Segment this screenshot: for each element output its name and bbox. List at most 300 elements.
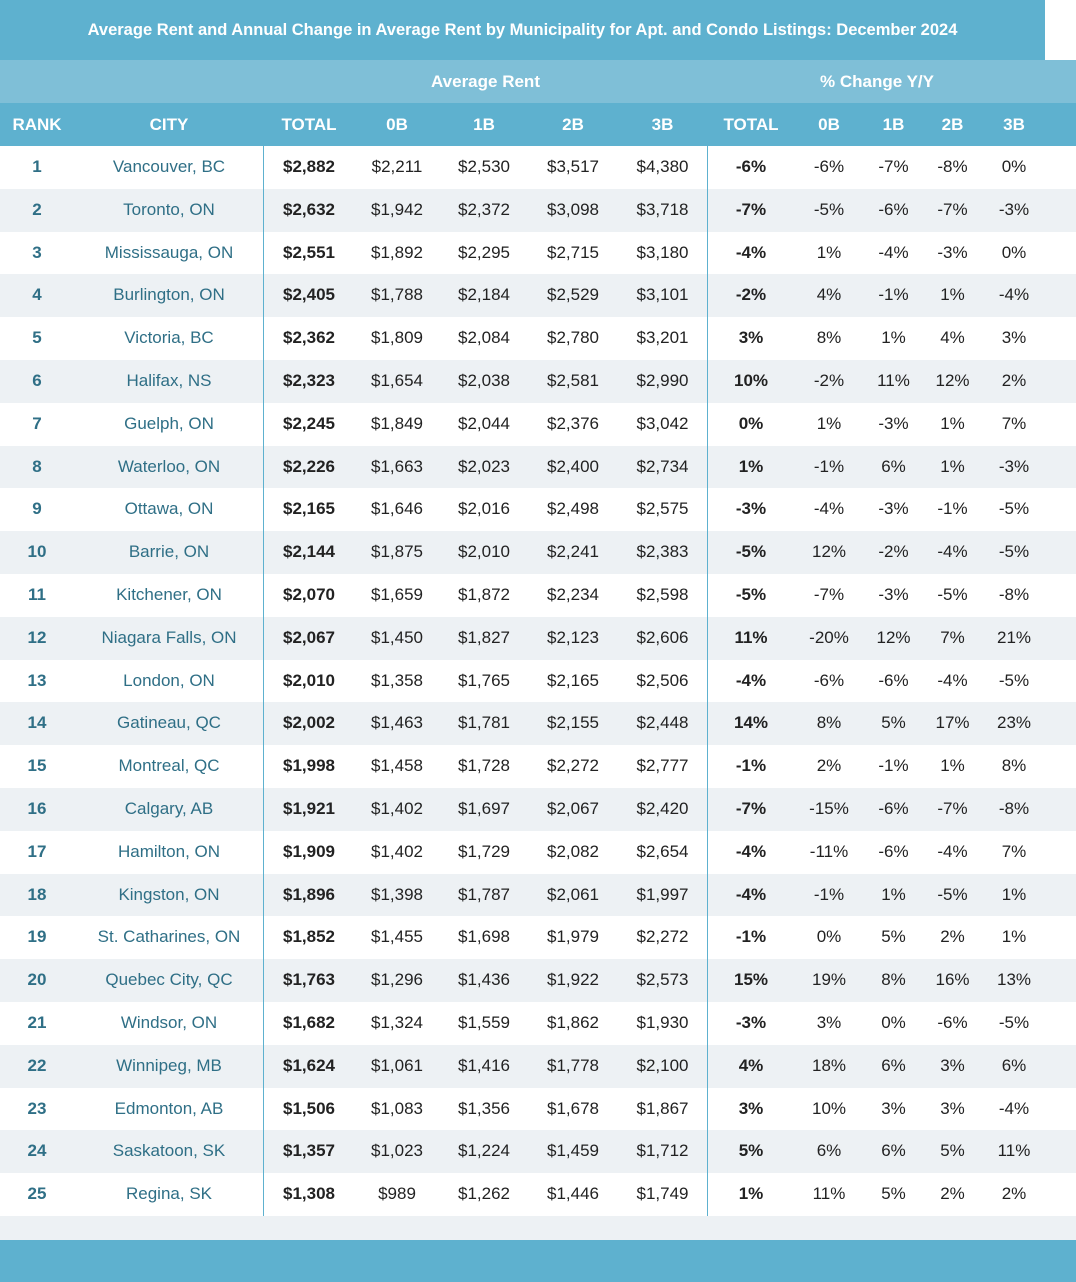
cell-chg-2b: -7% xyxy=(937,199,968,219)
cell-chg-2b: 1% xyxy=(940,413,965,433)
cell-chg-1b: 6% xyxy=(881,456,906,476)
cell-avg-2b: $2,155 xyxy=(547,713,599,733)
cell-avg-3b: $2,100 xyxy=(636,1055,689,1075)
cell-avg-2b: $2,061 xyxy=(547,884,599,904)
cell-city: St. Catharines, ON xyxy=(97,927,241,947)
cell-avg-2b: $1,922 xyxy=(547,970,599,990)
table-row xyxy=(0,617,1076,660)
column-header-chg-3b: 3B xyxy=(1003,115,1025,134)
cell-chg-3b: 6% xyxy=(1001,1055,1027,1075)
table-row xyxy=(0,1173,1076,1216)
cell-chg-3b: 23% xyxy=(996,713,1032,733)
cell-chg-2b: 5% xyxy=(940,1141,965,1161)
cell-rank: 13 xyxy=(27,670,47,690)
column-header-chg-0b: 0B xyxy=(818,115,840,134)
cell-rank: 7 xyxy=(32,413,42,433)
cell-avg-3b: $2,777 xyxy=(636,756,689,776)
table-row xyxy=(0,403,1076,446)
cell-chg-total: -7% xyxy=(735,199,767,219)
cell-chg-total: -1% xyxy=(735,927,767,947)
cell-chg-2b: -1% xyxy=(937,499,968,519)
cell-rank: 25 xyxy=(27,1184,47,1204)
cell-city: Edmonton, AB xyxy=(114,1098,224,1118)
cell-chg-1b: 8% xyxy=(881,970,906,990)
table-footer-bar xyxy=(0,1240,1076,1282)
column-header-avg-3b: 3B xyxy=(651,115,674,134)
cell-avg-2b: $1,678 xyxy=(547,1098,599,1118)
cell-chg-3b: 0% xyxy=(1001,242,1027,262)
cell-avg-1b: $1,827 xyxy=(458,627,510,647)
cell-avg-3b: $2,448 xyxy=(636,713,689,733)
cell-chg-0b: 12% xyxy=(811,542,847,562)
cell-chg-total: -1% xyxy=(735,756,767,776)
cell-chg-2b: 4% xyxy=(940,328,965,348)
cell-avg-total: $2,010 xyxy=(283,670,335,690)
cell-chg-1b: -6% xyxy=(878,670,909,690)
cell-avg-3b: $2,383 xyxy=(636,542,689,562)
cell-chg-0b: 8% xyxy=(816,328,842,348)
cell-city: Waterloo, ON xyxy=(117,456,221,476)
cell-avg-2b: $2,498 xyxy=(547,499,599,519)
cell-avg-3b: $2,573 xyxy=(636,970,689,990)
cell-city: Saskatoon, SK xyxy=(112,1141,226,1161)
cell-chg-total: -5% xyxy=(735,584,767,604)
column-header-chg-1b: 1B xyxy=(882,115,905,134)
cell-chg-2b: 1% xyxy=(940,456,965,476)
cell-chg-0b: 18% xyxy=(811,1055,847,1075)
cell-chg-0b: -5% xyxy=(813,199,845,219)
table-row xyxy=(0,702,1076,745)
cell-avg-1b: $2,372 xyxy=(458,199,510,219)
table-row xyxy=(0,959,1076,1002)
cell-chg-total: -7% xyxy=(735,798,767,818)
cell-rank: 1 xyxy=(32,157,42,176)
cell-avg-2b: $2,400 xyxy=(547,456,599,476)
column-header-city: CITY xyxy=(149,115,189,134)
cell-avg-0b: $1,809 xyxy=(371,328,423,348)
cell-chg-2b: 12% xyxy=(935,370,970,390)
divider-change xyxy=(707,146,708,1240)
cell-chg-3b: -5% xyxy=(998,670,1030,690)
cell-avg-total: $2,070 xyxy=(283,584,335,604)
cell-city: Barrie, ON xyxy=(128,542,210,562)
cell-avg-1b: $2,023 xyxy=(458,456,510,476)
cell-avg-total: $2,144 xyxy=(283,542,335,562)
cell-city: Regina, SK xyxy=(126,1184,212,1204)
cell-avg-0b: $1,455 xyxy=(371,927,423,947)
cell-rank: 17 xyxy=(27,841,47,861)
cell-chg-3b: 2% xyxy=(1001,1184,1027,1204)
cell-avg-2b: $2,082 xyxy=(547,841,599,861)
cell-chg-0b: -2% xyxy=(813,370,845,390)
cell-chg-total: 0% xyxy=(738,413,764,433)
cell-rank: 18 xyxy=(27,884,47,904)
cell-chg-1b: 3% xyxy=(881,1098,906,1118)
cell-rank: 14 xyxy=(27,713,47,733)
cell-avg-3b: $3,718 xyxy=(636,199,689,219)
cell-chg-1b: -3% xyxy=(878,584,909,604)
cell-chg-0b: 1% xyxy=(816,242,842,262)
cell-avg-3b: $2,598 xyxy=(636,584,689,604)
table-row xyxy=(0,232,1076,275)
cell-rank: 15 xyxy=(27,756,47,776)
cell-chg-0b: -7% xyxy=(813,584,845,604)
cell-chg-3b: 7% xyxy=(1001,841,1027,861)
cell-avg-2b: $2,123 xyxy=(547,627,599,647)
cell-rank: 11 xyxy=(28,584,46,604)
cell-city: Gatineau, QC xyxy=(117,713,221,733)
group-pct-change: % Change Y/Y xyxy=(820,72,934,91)
cell-city: Kitchener, ON xyxy=(116,584,222,604)
cell-avg-total: $1,308 xyxy=(283,1184,335,1204)
cell-city: Kingston, ON xyxy=(118,884,220,904)
cell-chg-2b: -7% xyxy=(937,798,968,818)
cell-chg-0b: 6% xyxy=(816,1141,842,1161)
cell-chg-2b: 3% xyxy=(940,1055,965,1075)
table-row xyxy=(0,317,1076,360)
cell-avg-3b: $1,997 xyxy=(636,884,689,904)
cell-chg-1b: -2% xyxy=(878,542,909,562)
cell-chg-total: 10% xyxy=(733,370,769,390)
cell-chg-3b: -3% xyxy=(998,456,1030,476)
cell-avg-1b: $2,044 xyxy=(458,413,510,433)
cell-chg-total: -3% xyxy=(735,499,767,519)
cell-chg-total: 1% xyxy=(738,456,764,476)
cell-chg-2b: -6% xyxy=(937,1012,968,1032)
cell-avg-0b: $1,402 xyxy=(371,798,423,818)
table-row xyxy=(0,574,1076,617)
cell-chg-0b: -6% xyxy=(813,670,845,690)
cell-rank: 8 xyxy=(32,456,42,476)
cell-rank: 9 xyxy=(32,499,42,519)
column-header-row xyxy=(0,103,1076,146)
cell-chg-3b: -5% xyxy=(998,1012,1030,1032)
cell-chg-2b: -4% xyxy=(937,670,968,690)
cell-avg-0b: $1,324 xyxy=(371,1012,423,1032)
cell-avg-0b: $1,875 xyxy=(371,542,423,562)
column-header-chg-2b: 2B xyxy=(941,115,964,134)
cell-chg-3b: 0% xyxy=(1001,157,1027,176)
cell-chg-3b: -3% xyxy=(998,199,1030,219)
column-header-avg-1b: 1B xyxy=(473,115,495,134)
cell-rank: 2 xyxy=(32,199,42,219)
cell-avg-1b: $2,010 xyxy=(458,542,510,562)
cell-avg-2b: $1,979 xyxy=(547,927,599,947)
cell-avg-1b: $1,262 xyxy=(458,1184,510,1204)
cell-chg-0b: 4% xyxy=(816,285,842,305)
cell-chg-1b: -1% xyxy=(878,756,909,776)
cell-avg-1b: $1,765 xyxy=(458,670,510,690)
cell-avg-1b: $2,084 xyxy=(458,328,510,348)
cell-chg-2b: 2% xyxy=(940,927,965,947)
group-average-rent: Average Rent xyxy=(431,72,540,91)
cell-chg-2b: -5% xyxy=(937,884,968,904)
cell-avg-1b: $1,416 xyxy=(458,1055,510,1075)
cell-city: Winnipeg, MB xyxy=(116,1055,222,1075)
cell-chg-total: 11% xyxy=(734,627,768,647)
cell-chg-2b: 1% xyxy=(940,285,965,305)
table-row xyxy=(0,146,1076,189)
cell-chg-total: -6% xyxy=(735,157,767,176)
cell-avg-1b: $1,872 xyxy=(458,584,510,604)
cell-avg-0b: $1,061 xyxy=(371,1055,423,1075)
cell-avg-3b: $1,712 xyxy=(636,1141,689,1161)
cell-chg-0b: 19% xyxy=(811,970,847,990)
cell-chg-2b: 3% xyxy=(940,1098,965,1118)
table-row xyxy=(0,1002,1076,1045)
cell-chg-3b: -8% xyxy=(998,584,1030,604)
cell-avg-3b: $2,654 xyxy=(636,841,689,861)
cell-rank: 5 xyxy=(32,328,42,348)
cell-rank: 23 xyxy=(27,1098,47,1118)
cell-avg-total: $2,226 xyxy=(283,456,335,476)
cell-chg-1b: -7% xyxy=(878,157,909,176)
column-header-avg-0b: 0B xyxy=(386,115,408,134)
cell-avg-1b: $1,728 xyxy=(458,756,510,776)
cell-chg-2b: 7% xyxy=(940,627,965,647)
cell-chg-2b: 2% xyxy=(940,1184,965,1204)
cell-avg-total: $1,921 xyxy=(283,798,335,818)
cell-avg-2b: $2,272 xyxy=(547,756,599,776)
cell-avg-0b: $1,849 xyxy=(371,413,423,433)
cell-avg-1b: $1,356 xyxy=(458,1098,510,1118)
cell-avg-2b: $2,529 xyxy=(547,285,599,305)
cell-chg-2b: 1% xyxy=(940,756,965,776)
cell-avg-total: $1,682 xyxy=(283,1012,335,1032)
cell-avg-3b: $2,506 xyxy=(636,670,689,690)
cell-chg-total: 5% xyxy=(738,1141,764,1161)
cell-avg-0b: $1,788 xyxy=(371,285,423,305)
cell-rank: 4 xyxy=(32,285,42,305)
cell-chg-3b: 21% xyxy=(996,627,1032,647)
cell-chg-total: -4% xyxy=(735,242,767,262)
cell-city: Vancouver, BC xyxy=(112,157,226,176)
cell-avg-total: $2,002 xyxy=(283,713,335,733)
cell-city: Halifax, NS xyxy=(126,370,212,390)
cell-avg-3b: $3,101 xyxy=(636,285,689,305)
cell-chg-3b: -4% xyxy=(998,1098,1030,1118)
cell-chg-3b: -4% xyxy=(998,285,1030,305)
cell-avg-total: $2,067 xyxy=(283,627,335,647)
cell-avg-total: $2,882 xyxy=(283,157,335,176)
cell-chg-0b: 0% xyxy=(816,927,842,947)
cell-avg-1b: $2,530 xyxy=(458,157,510,176)
cell-chg-total: 15% xyxy=(733,970,769,990)
cell-chg-total: -2% xyxy=(735,285,767,305)
cell-avg-0b: $1,398 xyxy=(371,884,423,904)
cell-chg-total: 14% xyxy=(733,713,769,733)
cell-avg-3b: $3,042 xyxy=(636,413,689,433)
cell-avg-2b: $3,517 xyxy=(547,157,599,176)
cell-avg-2b: $2,780 xyxy=(547,328,599,348)
cell-chg-0b: 2% xyxy=(816,756,842,776)
cell-avg-3b: $3,201 xyxy=(636,328,689,348)
cell-avg-2b: $2,234 xyxy=(547,584,599,604)
cell-city: Calgary, AB xyxy=(124,798,214,818)
cell-chg-2b: -8% xyxy=(937,157,968,176)
cell-avg-1b: $2,038 xyxy=(458,370,510,390)
cell-avg-0b: $1,296 xyxy=(371,970,423,990)
cell-chg-total: 3% xyxy=(738,328,764,348)
cell-chg-0b: 11% xyxy=(812,1184,846,1204)
cell-avg-2b: $1,446 xyxy=(547,1184,599,1204)
cell-rank: 22 xyxy=(27,1055,47,1075)
table-row xyxy=(0,874,1076,917)
table-row xyxy=(0,189,1076,232)
cell-city: Ottawa, ON xyxy=(124,499,214,519)
cell-avg-3b: $2,990 xyxy=(636,370,689,390)
cell-avg-total: $2,245 xyxy=(283,413,335,433)
cell-chg-total: 1% xyxy=(738,1184,764,1204)
cell-avg-3b: $4,380 xyxy=(636,157,689,176)
cell-chg-1b: 11% xyxy=(877,370,910,390)
cell-avg-0b: $989 xyxy=(378,1184,416,1204)
cell-rank: 3 xyxy=(32,242,42,262)
cell-chg-0b: -15% xyxy=(809,798,849,818)
cell-avg-total: $1,763 xyxy=(283,970,335,990)
group-header-row xyxy=(0,60,1076,103)
cell-city: Quebec City, QC xyxy=(105,970,233,990)
cell-city: Windsor, ON xyxy=(120,1012,218,1032)
cell-chg-2b: -4% xyxy=(937,841,968,861)
cell-avg-2b: $2,241 xyxy=(547,542,599,562)
cell-avg-0b: $2,211 xyxy=(371,157,423,176)
table-row xyxy=(0,360,1076,403)
cell-chg-1b: 6% xyxy=(881,1141,906,1161)
cell-avg-2b: $2,165 xyxy=(547,670,599,690)
cell-city: Guelph, ON xyxy=(124,413,214,433)
cell-avg-0b: $1,083 xyxy=(371,1098,423,1118)
cell-avg-2b: $2,067 xyxy=(547,798,599,818)
cell-chg-1b: -3% xyxy=(878,413,909,433)
cell-avg-3b: $2,606 xyxy=(636,627,689,647)
cell-avg-0b: $1,458 xyxy=(371,756,423,776)
cell-chg-2b: -3% xyxy=(937,242,968,262)
cell-chg-0b: 3% xyxy=(816,1012,842,1032)
cell-avg-3b: $2,575 xyxy=(636,499,689,519)
table-body xyxy=(0,146,1076,1216)
cell-chg-3b: 1% xyxy=(1001,884,1027,904)
cell-avg-1b: $1,781 xyxy=(458,713,510,733)
cell-avg-2b: $1,778 xyxy=(547,1055,599,1075)
cell-avg-total: $2,362 xyxy=(283,328,335,348)
cell-chg-3b: 13% xyxy=(996,970,1032,990)
cell-avg-total: $1,852 xyxy=(283,927,335,947)
table-row xyxy=(0,831,1076,874)
table-row xyxy=(0,788,1076,831)
cell-chg-0b: -1% xyxy=(813,456,845,476)
cell-chg-1b: -6% xyxy=(878,199,909,219)
cell-avg-2b: $1,862 xyxy=(547,1012,599,1032)
table-row xyxy=(0,660,1076,703)
cell-rank: 16 xyxy=(27,798,47,818)
cell-rank: 20 xyxy=(27,970,47,990)
cell-chg-2b: -4% xyxy=(937,542,968,562)
cell-rank: 24 xyxy=(27,1141,47,1161)
cell-chg-3b: 3% xyxy=(1001,328,1027,348)
cell-chg-total: -4% xyxy=(735,841,767,861)
cell-avg-0b: $1,654 xyxy=(371,370,423,390)
cell-avg-3b: $3,180 xyxy=(636,242,689,262)
cell-avg-1b: $1,697 xyxy=(458,798,510,818)
cell-avg-total: $2,165 xyxy=(283,499,335,519)
cell-avg-total: $2,323 xyxy=(283,370,335,390)
cell-city: Toronto, ON xyxy=(123,199,215,219)
cell-avg-3b: $1,930 xyxy=(636,1012,689,1032)
cell-avg-total: $1,624 xyxy=(283,1055,335,1075)
cell-avg-0b: $1,942 xyxy=(371,199,423,219)
cell-avg-0b: $1,646 xyxy=(371,499,423,519)
cell-avg-0b: $1,463 xyxy=(371,713,423,733)
table-row xyxy=(0,1045,1076,1088)
cell-chg-3b: -8% xyxy=(998,798,1030,818)
cell-avg-1b: $1,729 xyxy=(458,841,510,861)
cell-chg-2b: -5% xyxy=(937,584,968,604)
cell-avg-0b: $1,892 xyxy=(371,242,423,262)
cell-avg-3b: $2,734 xyxy=(636,456,689,476)
table-row xyxy=(0,446,1076,489)
cell-city: Burlington, ON xyxy=(113,285,225,305)
cell-chg-1b: 0% xyxy=(881,1012,906,1032)
table-title: Average Rent and Annual Change in Average Rent by Municipality for Apt. and Condo Listings: December 2024 xyxy=(0,0,1045,60)
column-header-rank: RANK xyxy=(12,115,62,134)
cell-avg-2b: $3,098 xyxy=(547,199,599,219)
cell-chg-1b: 12% xyxy=(876,627,911,647)
cell-chg-1b: -1% xyxy=(878,285,909,305)
cell-avg-1b: $1,698 xyxy=(458,927,510,947)
cell-chg-0b: 1% xyxy=(816,413,842,433)
table-row xyxy=(0,916,1076,959)
table-row xyxy=(0,1088,1076,1131)
cell-chg-1b: -3% xyxy=(878,499,909,519)
cell-chg-1b: -4% xyxy=(878,242,909,262)
cell-chg-total: 3% xyxy=(738,1098,764,1118)
cell-chg-1b: 5% xyxy=(881,927,906,947)
cell-avg-2b: $2,581 xyxy=(547,370,599,390)
cell-avg-3b: $2,272 xyxy=(636,927,689,947)
cell-chg-3b: 1% xyxy=(1001,927,1027,947)
cell-avg-0b: $1,402 xyxy=(371,841,423,861)
cell-chg-total: -4% xyxy=(735,670,767,690)
cell-city: Mississauga, ON xyxy=(104,242,234,262)
title-gap xyxy=(1045,0,1076,60)
cell-chg-3b: 8% xyxy=(1001,756,1027,776)
cell-avg-0b: $1,659 xyxy=(371,584,423,604)
cell-chg-1b: 6% xyxy=(881,1055,906,1075)
cell-rank: 19 xyxy=(27,927,47,947)
divider-rent xyxy=(263,146,264,1240)
cell-chg-total: -3% xyxy=(735,1012,767,1032)
cell-chg-total: -4% xyxy=(735,884,767,904)
cell-avg-1b: $1,559 xyxy=(458,1012,510,1032)
cell-city: Victoria, BC xyxy=(124,328,214,348)
cell-chg-total: -5% xyxy=(735,542,767,562)
cell-avg-1b: $2,016 xyxy=(458,499,510,519)
cell-chg-3b: -5% xyxy=(998,499,1030,519)
cell-chg-3b: 11% xyxy=(997,1141,1031,1161)
cell-chg-1b: 5% xyxy=(881,713,906,733)
cell-rank: 10 xyxy=(27,542,47,562)
cell-chg-0b: -1% xyxy=(813,884,845,904)
cell-chg-3b: 7% xyxy=(1001,413,1027,433)
cell-chg-total: 4% xyxy=(738,1055,764,1075)
cell-avg-2b: $1,459 xyxy=(547,1141,599,1161)
cell-avg-total: $1,998 xyxy=(283,756,335,776)
cell-avg-1b: $1,224 xyxy=(458,1141,510,1161)
cell-chg-1b: -6% xyxy=(878,841,909,861)
cell-avg-2b: $2,715 xyxy=(547,242,599,262)
table-row xyxy=(0,531,1076,574)
